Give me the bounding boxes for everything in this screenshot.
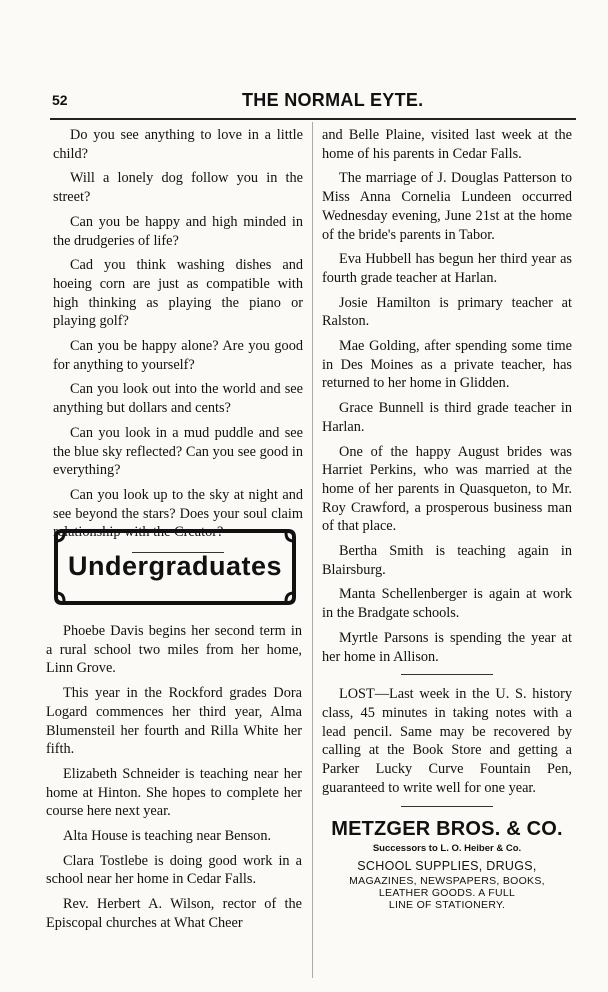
news-item: One of the happy August brides was Harriet Perkins, who was married at the home of her parents in Quasqueton, to Mr. Roy Crawford, a prosperous business man of that place. [322,443,572,535]
ad-line: SCHOOL SUPPLIES, DRUGS, [357,858,537,873]
continued-item: and Belle Plaine, visited last week at the home of his parents in Cedar Falls. [322,127,572,162]
journal-title: THE NORMAL EYTE. [242,90,424,110]
news-item: Phoebe Davis begins her second term in a rural school two miles from her home, Linn Grove. [46,623,302,677]
ad-business-name: METZGER BROS. & CO. [331,817,563,840]
undergraduates-banner [52,527,298,607]
news-item: Elizabeth Schneider is teaching near her home at Hinton. She hopes to complete her course here next year. [46,765,302,820]
question: Can you look out into the world and see anything but dollars and cents? [53,381,303,417]
news-item: Eva Hubbell has begun her third year as fourth grade teacher at Harlan. [322,251,572,286]
question: Can you look in a mud puddle and see the blue sky reflected? Can you see good in everything? [53,424,303,479]
ad-line: LEATHER GOODS. A FULL [378,886,516,899]
news-item: Grace Bunnell is third grade teacher in Harlan. [322,400,572,435]
news-item: Rev. Herbert A. Wilson, rector of the Episcopal churches at What Cheer [46,896,302,931]
ad-successors: Successors to L. O. Heiber & Co. [372,842,522,854]
news-item: Manta Schellenberger is again at work in the Bradgate schools. [322,586,572,622]
left-column-items [46,622,302,939]
question: Can you look up to the sky at night and see beyond the stars? Does your soul claim relationship with the Creator? [53,486,303,541]
section-divider [401,806,493,807]
lost-notice: LOST—Last week in the U. S. history class, 45 minutes in taking notes with a lead pencil. Same may be recovered by calling at the Book Store and getting a Parker Lucky Curve Fountain Pen, guaranteed to write well for one year. [322,686,572,796]
question: Can you be happy alone? Are you good for anything to yourself? [53,338,303,373]
column-divider [312,122,313,978]
news-item: Bertha Smith is teaching again in Blairsburg. [322,543,572,578]
section-heading: Undergraduates [67,551,283,581]
news-item: Alta House is teaching near Benson. [63,828,272,845]
question: Can you be happy and high minded in the drudgeries of life? [53,213,303,249]
question: Will a lonely dog follow you in the street? [53,170,303,206]
right-column [322,126,572,911]
news-item: The marriage of J. Douglas Patterson to Miss Anna Cornelia Lundeen occurred Wednesday evening, June 21st at the home of the bride's parents in Tabor. [322,170,572,243]
question: Cad you think washing dishes and hoeing corn are just as compatible with high thinking as playing the piano or playing golf? [53,257,303,330]
ad-line: MAGAZINES, NEWSPAPERS, BOOKS, [349,874,545,887]
section-divider [401,674,493,675]
advertisement [322,817,572,911]
news-item: Myrtle Parsons is spending the year at her home in Allison. [322,629,572,665]
left-column-questions [53,126,303,553]
page-header [0,90,608,116]
news-item: Mae Golding, after spending some time in Des Moines as a private teacher, has returned to her home in Glidden. [322,338,572,392]
question: Do you see anything to love in a little child? [53,127,303,162]
news-item: Josie Hamilton is primary teacher at Ralston. [322,294,572,330]
page-number: 52 [52,92,68,108]
header-rule [50,118,576,120]
news-item: Clara Tostlebe is doing good work in a school near her home in Cedar Falls. [46,852,302,888]
ad-line: LINE OF STATIONERY. [388,898,506,911]
news-item: This year in the Rockford grades Dora Logard commences her third year, Alma Blumensteil her fourth and Rilla White her fifth. [46,685,302,758]
